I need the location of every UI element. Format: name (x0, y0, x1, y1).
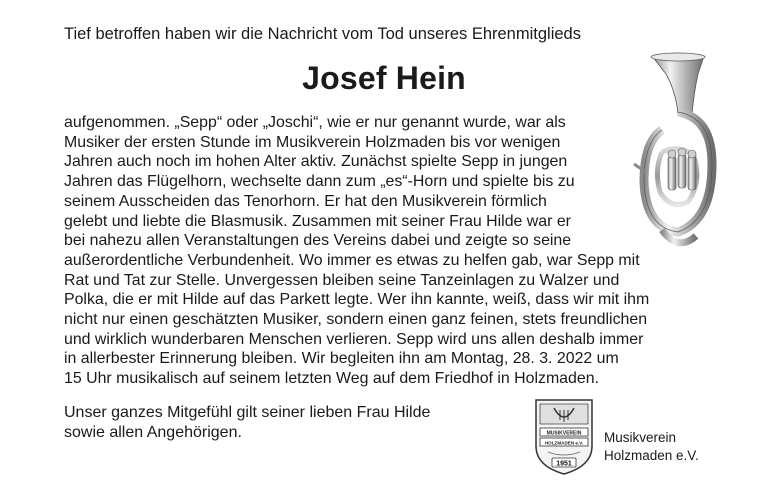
intro-text: Tief betroffen haben wir die Nachricht vom Tod unseres Ehrenmitglieds (64, 25, 581, 43)
body-line: gelebt und liebte die Blasmusik. Zusammen mit seiner Frau Hilde war er (64, 212, 571, 230)
body-line: bei nahezu allen Veranstaltungen des Vereins dabei und zeigte so seine (64, 232, 572, 250)
condolence-line: sowie allen Angehörigen. (64, 424, 242, 441)
body-line: außerordentliche Verbundenheit. Wo immer es etwas zu helfen gab, war Sepp mit (64, 251, 640, 269)
crest-place: HOLZMADEN e.V. (544, 440, 584, 446)
condolence-line: Unser ganzes Mitgefühl gilt seiner lieben Frau Hilde (64, 404, 431, 421)
body-line: nicht nur einen geschätzten Musiker, sondern einen ganz feinen, stets freundlichen (64, 311, 648, 329)
obituary-body (64, 113, 704, 389)
body-line: seinem Ausscheiden das Tenorhorn. Er hat den Musikverein förmlich (64, 192, 547, 210)
body-line: 15 Uhr musikalisch auf seinem letzten Weg auf dem Friedhof in Holzmaden. (64, 370, 599, 388)
body-line: in allerbester Erinnerung bleiben. Wir begleiten ihn am Montag, 28. 3. 2022 um (64, 350, 619, 368)
crest-banner: MUSIKVEREIN (546, 430, 582, 437)
club-crest-icon (532, 396, 596, 476)
crest-year: 1951 (556, 460, 572, 468)
body-line: Jahren das Flügelhorn, wechselte dann zum „es“-Horn und spielte bis zu (64, 173, 575, 191)
body-line: Jahren auch noch im hohen Alter aktiv. Zunächst spielte Sepp in jungen (64, 153, 568, 171)
signature-block (604, 429, 699, 465)
body-line: Polka, die er mit Hilde auf das Parkett legte. Wer ihn kannte, weiß, dass wir mit ihm (64, 291, 650, 309)
body-line: Musiker der ersten Stunde im Musikverein Holzmaden bis vor wenigen (64, 133, 561, 151)
deceased-name: Josef Hein (302, 60, 466, 96)
condolence-text (64, 403, 430, 443)
body-line: aufgenommen. „Sepp“ oder „Joschi“, wie er nur genannt wurde, war als (64, 114, 566, 131)
signature-place: Holzmaden e.V. (604, 448, 699, 463)
body-line: Rat und Tat zur Stelle. Unvergessen bleiben seine Tanzeinlagen zu Walzer und (64, 271, 620, 289)
body-line: und wirklich wunderbaren Menschen verlieren. Sepp wird uns allen deshalb immer (64, 330, 644, 348)
signature-org: Musikverein (604, 430, 677, 445)
